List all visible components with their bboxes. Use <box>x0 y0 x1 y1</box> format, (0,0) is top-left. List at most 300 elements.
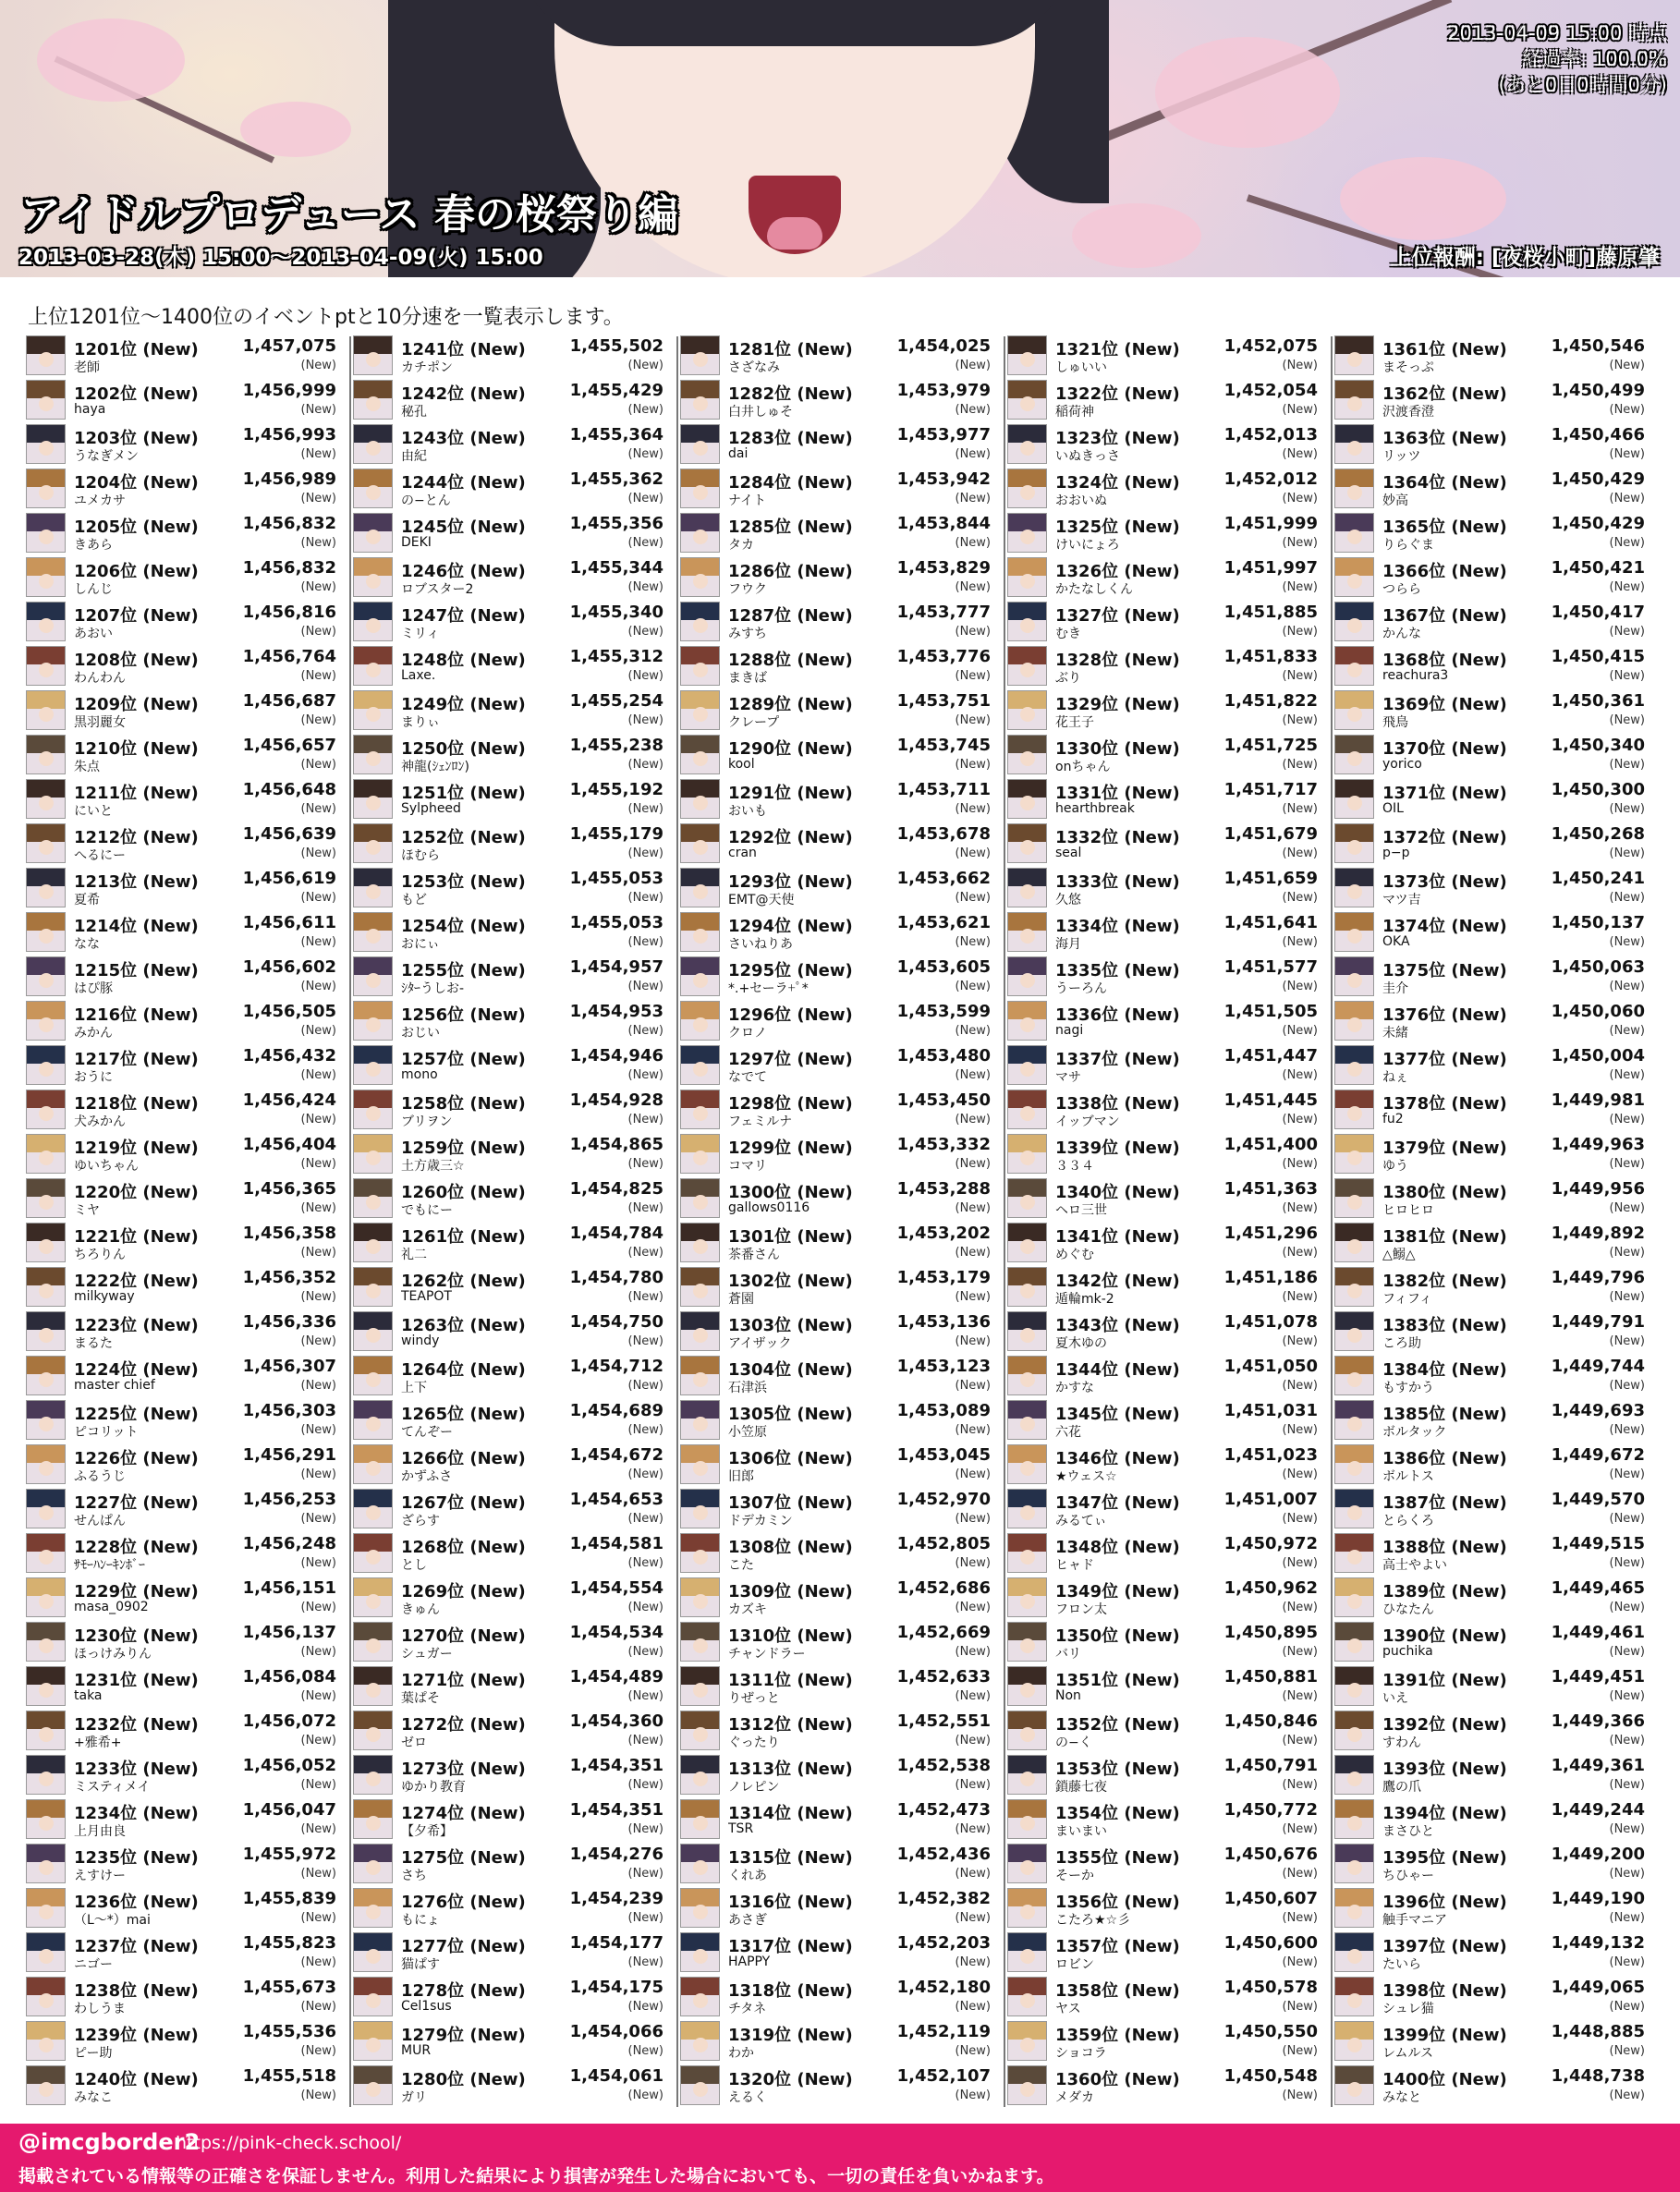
ranking-entry <box>1007 1885 1333 1930</box>
idol-avatar-icon <box>26 602 66 641</box>
entry-points: 1,455,839 <box>242 1889 336 1908</box>
entry-name: かんな <box>1382 627 1421 641</box>
ranking-entry <box>26 466 351 510</box>
ranking-entry <box>680 599 1005 643</box>
entry-speed: (New) <box>1282 1512 1318 1526</box>
entry-points: 1,456,151 <box>242 1578 336 1598</box>
entry-points: 1,453,745 <box>896 736 991 755</box>
entry-speed: (New) <box>1609 1467 1645 1481</box>
entry-points: 1,456,611 <box>242 913 336 932</box>
entry-name: ヒャド <box>1055 1558 1094 1573</box>
ranking-entry <box>1007 599 1333 643</box>
idol-avatar-icon <box>353 1134 393 1174</box>
entry-rank: 1203位 (New) <box>74 429 199 448</box>
entry-rank: 1375位 (New) <box>1382 961 1507 980</box>
entry-name: 神龍(ｼｪﾝﾛﾝ) <box>401 760 469 774</box>
footer-url[interactable]: https://pink-check.school/ <box>176 2133 402 2153</box>
idol-avatar-icon <box>1334 1489 1374 1528</box>
entry-rank: 1334位 (New) <box>1055 917 1180 936</box>
idol-avatar-icon <box>26 1090 66 1129</box>
idol-avatar-icon <box>1334 1090 1374 1129</box>
entry-name: 葉ぱそ <box>401 1691 440 1706</box>
ranking-entry <box>1334 909 1660 954</box>
entry-points: 1,454,653 <box>569 1490 663 1509</box>
entry-points: 1,451,023 <box>1223 1445 1318 1465</box>
idol-avatar-icon <box>680 1711 720 1750</box>
ranking-entry <box>1007 643 1333 688</box>
entry-points: 1,450,607 <box>1223 1889 1318 1908</box>
idol-avatar-icon <box>680 1577 720 1617</box>
entry-speed: (New) <box>955 536 991 550</box>
entry-speed: (New) <box>955 1689 991 1703</box>
ranking-entry <box>1334 1930 1660 1974</box>
entry-name: 鎖藤七夜 <box>1055 1780 1107 1795</box>
entry-speed: (New) <box>1282 1689 1318 1703</box>
entry-points: 1,456,432 <box>242 1046 336 1066</box>
entry-speed: (New) <box>300 403 336 417</box>
idol-avatar-icon <box>1334 513 1374 553</box>
entry-rank: 1259位 (New) <box>401 1139 526 1158</box>
entry-points: 1,456,052 <box>242 1756 336 1775</box>
entry-rank: 1231位 (New) <box>74 1671 199 1690</box>
entry-points: 1,454,712 <box>569 1357 663 1376</box>
idol-avatar-icon <box>26 1444 66 1484</box>
idol-avatar-icon <box>353 690 393 730</box>
entry-speed: (New) <box>1609 846 1645 860</box>
entry-speed: (New) <box>627 891 663 905</box>
ranking-entry <box>1334 776 1660 821</box>
ranking-entry <box>1007 954 1333 998</box>
entry-name: ボルタック <box>1382 1425 1447 1440</box>
entry-speed: (New) <box>1609 359 1645 372</box>
ranking-entry <box>353 1796 678 1841</box>
entry-name: ゆいちゃん <box>74 1159 139 1174</box>
entry-points: 1,450,415 <box>1551 647 1645 666</box>
idol-avatar-icon <box>353 1267 393 1307</box>
entry-points: 1,452,473 <box>896 1800 991 1820</box>
ranking-entry <box>680 1619 1005 1663</box>
entry-points: 1,449,361 <box>1551 1756 1645 1775</box>
entry-speed: (New) <box>1609 1201 1645 1215</box>
entry-points: 1,451,050 <box>1223 1357 1318 1376</box>
ranking-entry <box>1007 1087 1333 1131</box>
entry-points: 1,456,657 <box>242 736 336 755</box>
entry-rank: 1206位 (New) <box>74 562 199 581</box>
idol-avatar-icon <box>353 1178 393 1218</box>
entry-name: gallows0116 <box>728 1200 810 1215</box>
ranking-entry <box>680 954 1005 998</box>
entry-name: リッツ <box>1382 449 1421 464</box>
entry-name: （L〜*）mai <box>74 1913 151 1928</box>
idol-avatar-icon <box>1007 469 1047 508</box>
entry-points: 1,456,047 <box>242 1800 336 1820</box>
idol-avatar-icon <box>680 1888 720 1928</box>
entry-name: しゅいい <box>1055 360 1107 375</box>
idol-avatar-icon <box>353 1799 393 1839</box>
entry-speed: (New) <box>1282 891 1318 905</box>
entry-points: 1,449,132 <box>1551 1933 1645 1953</box>
idol-avatar-icon <box>1334 1577 1374 1617</box>
entry-name: フロン太 <box>1055 1602 1107 1617</box>
ranking-entry <box>680 1708 1005 1752</box>
entry-rank: 1344位 (New) <box>1055 1360 1180 1380</box>
entry-name: 小笠原 <box>728 1425 767 1440</box>
idol-avatar-icon <box>1334 779 1374 819</box>
idol-avatar-icon <box>353 1045 393 1085</box>
ranking-entry <box>680 377 1005 421</box>
entry-name: クレープ <box>728 715 780 730</box>
entry-name: ぶり <box>1055 671 1081 686</box>
entry-points: 1,452,669 <box>896 1623 991 1642</box>
entry-rank: 1246位 (New) <box>401 562 526 581</box>
entry-name: あさぎ <box>728 1913 767 1928</box>
entry-rank: 1306位 (New) <box>728 1449 853 1468</box>
idol-avatar-icon <box>680 1178 720 1218</box>
entry-speed: (New) <box>1282 1290 1318 1304</box>
entry-name: ほむら <box>401 848 440 863</box>
ranking-entry <box>680 865 1005 909</box>
entry-rank: 1253位 (New) <box>401 872 526 892</box>
entry-name: 由紀 <box>401 449 427 464</box>
idol-avatar-icon <box>1007 1888 1047 1928</box>
entry-points: 1,450,791 <box>1223 1756 1318 1775</box>
idol-avatar-icon <box>1007 823 1047 863</box>
ranking-entry <box>26 1397 351 1442</box>
entry-points: 1,452,436 <box>896 1845 991 1864</box>
entry-name: ふるうじ <box>74 1469 126 1484</box>
idol-avatar-icon <box>353 1844 393 1883</box>
entry-name: ミヤ <box>74 1203 100 1218</box>
ranking-entry <box>26 1663 351 1708</box>
entry-rank: 1341位 (New) <box>1055 1227 1180 1247</box>
idol-avatar-icon <box>1007 1622 1047 1662</box>
entry-speed: (New) <box>300 1645 336 1659</box>
entry-name: 花王子 <box>1055 715 1094 730</box>
entry-speed: (New) <box>627 2044 663 2058</box>
entry-points: 1,450,772 <box>1223 1800 1318 1820</box>
entry-rank: 1284位 (New) <box>728 473 853 493</box>
ranking-entry <box>680 909 1005 954</box>
idol-avatar-icon <box>680 1533 720 1573</box>
entry-speed: (New) <box>1282 2088 1318 2102</box>
entry-rank: 1359位 (New) <box>1055 2026 1180 2045</box>
ranking-entry <box>26 1841 351 1885</box>
entry-points: 1,452,686 <box>896 1578 991 1598</box>
entry-name: ★ウェス☆ <box>1055 1469 1117 1484</box>
entry-name: もど <box>401 893 427 907</box>
entry-name: Laxe. <box>401 668 436 683</box>
entry-speed: (New) <box>627 669 663 683</box>
entry-name: 犬みかん <box>74 1114 126 1129</box>
idol-avatar-icon <box>26 735 66 774</box>
entry-points: 1,454,534 <box>569 1623 663 1642</box>
entry-speed: (New) <box>955 935 991 949</box>
idol-avatar-icon <box>1007 735 1047 774</box>
entry-speed: (New) <box>1609 1113 1645 1126</box>
entry-speed: (New) <box>300 1157 336 1171</box>
idol-avatar-icon <box>26 1888 66 1928</box>
entry-points: 1,454,239 <box>569 1889 663 1908</box>
event-period: 2013-03-28(木) 15:00〜2013-04-09(火) 15:00 <box>18 246 543 270</box>
entry-name: カチポン <box>401 360 453 375</box>
entry-rank: 1351位 (New) <box>1055 1671 1180 1690</box>
entry-rank: 1393位 (New) <box>1382 1760 1507 1779</box>
entry-rank: 1287位 (New) <box>728 606 853 626</box>
idol-avatar-icon <box>1334 2021 1374 2061</box>
idol-avatar-icon <box>26 1666 66 1706</box>
entry-rank: 1319位 (New) <box>728 2026 853 2045</box>
entry-speed: (New) <box>955 1512 991 1526</box>
entry-speed: (New) <box>300 1379 336 1393</box>
entry-rank: 1285位 (New) <box>728 518 853 537</box>
entry-speed: (New) <box>1282 1556 1318 1570</box>
entry-name: 夏希 <box>74 893 100 907</box>
entry-rank: 1279位 (New) <box>401 2026 526 2045</box>
sakura-blossom <box>240 102 351 157</box>
entry-speed: (New) <box>627 1512 663 1526</box>
entry-points: 1,451,505 <box>1223 1002 1318 1021</box>
ranking-entry <box>680 1974 1005 2018</box>
idol-avatar-icon <box>1334 912 1374 952</box>
footer <box>0 2124 1680 2192</box>
entry-rank: 1395位 (New) <box>1382 1848 1507 1868</box>
entry-rank: 1361位 (New) <box>1382 340 1507 359</box>
entry-points: 1,456,639 <box>242 824 336 844</box>
ranking-entry <box>1334 1530 1660 1575</box>
entry-speed: (New) <box>300 536 336 550</box>
entry-rank: 1385位 (New) <box>1382 1405 1507 1424</box>
idol-avatar-icon <box>1334 1888 1374 1928</box>
entry-name: そーか <box>1055 1869 1094 1883</box>
ranking-entry <box>353 1663 678 1708</box>
entry-points: 1,450,846 <box>1223 1711 1318 1731</box>
entry-points: 1,452,551 <box>896 1711 991 1731</box>
entry-points: 1,451,577 <box>1223 957 1318 977</box>
idol-avatar-icon <box>1334 1400 1374 1440</box>
idol-avatar-icon <box>26 1844 66 1883</box>
entry-points: 1,450,429 <box>1551 514 1645 533</box>
entry-points: 1,452,107 <box>896 2066 991 2086</box>
entry-rank: 1363位 (New) <box>1382 429 1507 448</box>
entry-speed: (New) <box>955 2088 991 2102</box>
entry-name: うなぎメン <box>74 449 139 464</box>
entry-speed: (New) <box>1609 1024 1645 1038</box>
entry-name: みるてぃ <box>1055 1514 1107 1528</box>
idol-avatar-icon <box>680 1134 720 1174</box>
ranking-entry <box>680 466 1005 510</box>
ranking-entry <box>353 1442 678 1486</box>
entry-points: 1,450,063 <box>1551 957 1645 977</box>
entry-points: 1,456,404 <box>242 1135 336 1154</box>
ranking-entry <box>353 421 678 466</box>
idol-avatar-icon <box>1007 2065 1047 2105</box>
entry-rank: 1327位 (New) <box>1055 606 1180 626</box>
ranking-entry <box>353 466 678 510</box>
entry-points: 1,456,764 <box>242 647 336 666</box>
entry-rank: 1295位 (New) <box>728 961 853 980</box>
entry-points: 1,450,466 <box>1551 425 1645 444</box>
entry-speed: (New) <box>627 1689 663 1703</box>
entry-points: 1,450,546 <box>1551 336 1645 356</box>
idol-avatar-icon <box>353 1977 393 2016</box>
entry-name: イッブマン <box>1055 1114 1120 1129</box>
idol-avatar-icon <box>1007 868 1047 907</box>
entry-rank: 1377位 (New) <box>1382 1050 1507 1069</box>
ranking-entry <box>680 1042 1005 1087</box>
entry-rank: 1313位 (New) <box>728 1760 853 1779</box>
top-reward: 上位報酬: [夜桜小町]藤原肇 <box>1390 246 1660 270</box>
entry-name: ヤス <box>1055 2002 1081 2016</box>
entry-name: 朱点 <box>74 760 100 774</box>
idol-avatar-icon <box>26 1533 66 1573</box>
entry-rank: 1347位 (New) <box>1055 1493 1180 1513</box>
footer-handle[interactable]: @imcgborder2 <box>18 2129 201 2155</box>
idol-avatar-icon <box>1007 1533 1047 1573</box>
entry-speed: (New) <box>1609 1334 1645 1348</box>
entry-name: おいも <box>728 804 767 819</box>
entry-speed: (New) <box>300 1822 336 1836</box>
entry-speed: (New) <box>300 935 336 949</box>
entry-speed: (New) <box>300 802 336 816</box>
entry-points: 1,449,200 <box>1551 1845 1645 1864</box>
entry-rank: 1321位 (New) <box>1055 340 1180 359</box>
idol-avatar-icon <box>1334 380 1374 420</box>
entry-points: 1,456,365 <box>242 1179 336 1199</box>
entry-rank: 1317位 (New) <box>728 1937 853 1956</box>
entry-name: 蒼園 <box>728 1292 754 1307</box>
ranking-entry <box>1007 421 1333 466</box>
entry-rank: 1367位 (New) <box>1382 606 1507 626</box>
entry-rank: 1265位 (New) <box>401 1405 526 1424</box>
entry-name: りらぐま <box>1382 538 1434 553</box>
idol-avatar-icon <box>1007 956 1047 996</box>
entry-rank: 1274位 (New) <box>401 1804 526 1823</box>
entry-rank: 1380位 (New) <box>1382 1183 1507 1202</box>
entry-speed: (New) <box>1609 1512 1645 1526</box>
entry-name: ３３４ <box>1055 1159 1094 1174</box>
entry-points: 1,449,515 <box>1551 1534 1645 1553</box>
entry-points: 1,450,268 <box>1551 824 1645 844</box>
entry-speed: (New) <box>1282 1068 1318 1082</box>
entry-speed: (New) <box>955 1467 991 1481</box>
ranking-entry <box>26 1530 351 1575</box>
entry-points: 1,453,711 <box>896 780 991 799</box>
entry-points: 1,454,784 <box>569 1224 663 1243</box>
entry-points: 1,455,312 <box>569 647 663 666</box>
entry-speed: (New) <box>300 1512 336 1526</box>
entry-points: 1,456,358 <box>242 1224 336 1243</box>
ranking-entry <box>26 1486 351 1530</box>
entry-name: p−p <box>1382 846 1410 860</box>
entry-rank: 1339位 (New) <box>1055 1139 1180 1158</box>
idol-avatar-icon <box>680 868 720 907</box>
entry-points: 1,455,192 <box>569 780 663 799</box>
idol-avatar-icon <box>353 956 393 996</box>
entry-points: 1,450,550 <box>1223 2022 1318 2041</box>
entry-speed: (New) <box>955 1911 991 1925</box>
ranking-entry <box>353 1575 678 1619</box>
entry-speed: (New) <box>1282 1113 1318 1126</box>
ranking-entry <box>1007 1220 1333 1264</box>
entry-points: 1,451,296 <box>1223 1224 1318 1243</box>
entry-rank: 1337位 (New) <box>1055 1050 1180 1069</box>
entry-points: 1,450,578 <box>1223 1978 1318 1997</box>
ranking-entry <box>1007 1486 1333 1530</box>
ranking-entry <box>353 1530 678 1575</box>
entry-rank: 1352位 (New) <box>1055 1715 1180 1735</box>
entry-points: 1,451,717 <box>1223 780 1318 799</box>
ranking-entry <box>353 1175 678 1220</box>
ranking-entry <box>1007 1619 1333 1663</box>
ranking-entry <box>680 1663 1005 1708</box>
entry-speed: (New) <box>300 2000 336 2014</box>
entry-speed: (New) <box>627 1645 663 1659</box>
entry-points: 1,456,307 <box>242 1357 336 1376</box>
entry-name: nagi <box>1055 1023 1084 1038</box>
entry-speed: (New) <box>1282 1423 1318 1437</box>
entry-points: 1,453,089 <box>896 1401 991 1420</box>
entry-rank: 1222位 (New) <box>74 1272 199 1291</box>
entry-name: けいにょろ <box>1055 538 1120 553</box>
ranking-entry <box>1334 510 1660 554</box>
entry-points: 1,453,202 <box>896 1224 991 1243</box>
ranking-entry <box>1007 732 1333 776</box>
entry-speed: (New) <box>627 1290 663 1304</box>
entry-rank: 1254位 (New) <box>401 917 526 936</box>
ranking-entry <box>680 1575 1005 1619</box>
idol-avatar-icon <box>1007 912 1047 952</box>
entry-rank: 1296位 (New) <box>728 1005 853 1025</box>
entry-speed: (New) <box>1609 1822 1645 1836</box>
idol-avatar-icon <box>680 956 720 996</box>
entry-speed: (New) <box>627 1379 663 1393</box>
entry-speed: (New) <box>627 580 663 594</box>
entry-rank: 1205位 (New) <box>74 518 199 537</box>
ranking-entry <box>1334 1796 1660 1841</box>
entry-name: しんじ <box>74 582 113 597</box>
entry-points: 1,456,687 <box>242 691 336 711</box>
idol-avatar-icon <box>680 735 720 774</box>
entry-rank: 1356位 (New) <box>1055 1893 1180 1912</box>
entry-name: 高士やよい <box>1382 1558 1447 1573</box>
entry-rank: 1310位 (New) <box>728 1626 853 1646</box>
entry-rank: 1235位 (New) <box>74 1848 199 1868</box>
entry-speed: (New) <box>300 669 336 683</box>
ranking-entry <box>353 333 678 377</box>
entry-rank: 1348位 (New) <box>1055 1538 1180 1557</box>
ranking-entry <box>680 1397 1005 1442</box>
ranking-grid <box>26 333 1662 2111</box>
ranking-entry <box>1334 1486 1660 1530</box>
entry-points: 1,454,276 <box>569 1845 663 1864</box>
entry-points: 1,451,725 <box>1223 736 1318 755</box>
entry-rank: 1398位 (New) <box>1382 1981 1507 2001</box>
idol-avatar-icon <box>26 1267 66 1307</box>
entry-points: 1,456,993 <box>242 425 336 444</box>
entry-speed: (New) <box>1282 536 1318 550</box>
entry-speed: (New) <box>955 1024 991 1038</box>
idol-avatar-icon <box>680 513 720 553</box>
entry-name: たいら <box>1382 1957 1421 1972</box>
ranking-entry <box>680 1885 1005 1930</box>
entry-speed: (New) <box>1609 758 1645 772</box>
ranking-entry <box>26 821 351 865</box>
idol-avatar-icon <box>680 557 720 597</box>
ranking-entry <box>680 421 1005 466</box>
entry-rank: 1281位 (New) <box>728 340 853 359</box>
entry-speed: (New) <box>1609 891 1645 905</box>
ranking-entry <box>1334 333 1660 377</box>
